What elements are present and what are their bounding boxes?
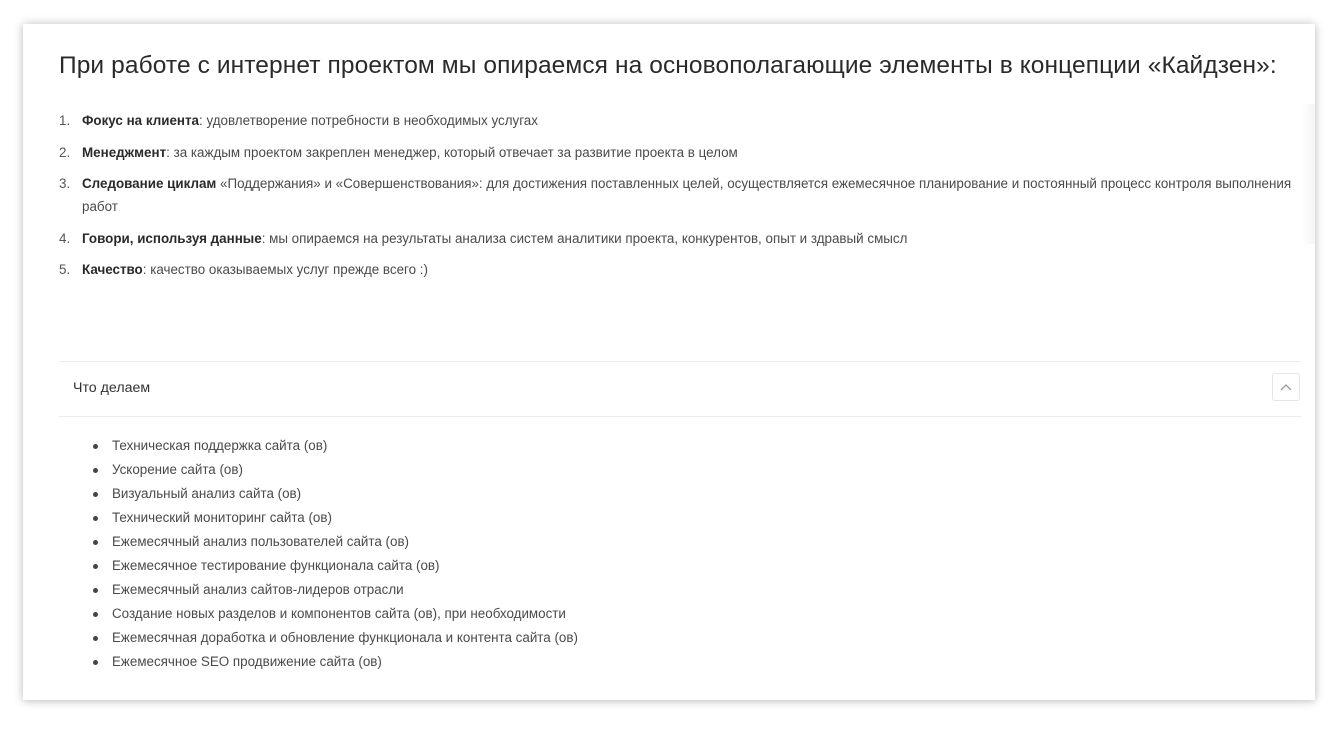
list-item: Технический мониторинг сайта (ов) <box>93 506 1301 530</box>
page-title: При работе с интернет проектом мы опираемся на основополагающие элементы в концепции «Кайдзен»: <box>59 52 1277 79</box>
list-item: Создание новых разделов и компонентов сайта (ов), при необходимости <box>93 602 1301 626</box>
scroll-shadow <box>1301 104 1315 244</box>
principle-text: : за каждым проектом закреплен менеджер, который отвечает за развитие проекта в целом <box>166 144 738 160</box>
accordion-header[interactable] <box>59 362 1301 417</box>
principles-list <box>59 109 1301 281</box>
principle-term: Следование циклам <box>82 176 217 191</box>
item-number: 4. <box>59 230 71 246</box>
list-item: Визуальный анализ сайта (ов) <box>93 482 1301 506</box>
principle-text: : удовлетворение потребности в необходимых услугах <box>199 113 538 128</box>
principle-term: Фокус на клиента <box>82 113 199 128</box>
item-number: 5. <box>59 262 71 277</box>
list-item: Техническая поддержка сайта (ов) <box>93 434 1301 458</box>
list-item: Ежемесячное тестирование функционала сайта (ов) <box>93 554 1301 578</box>
list-item: Ежемесячное SEO продвижение сайта (ов) <box>93 650 1301 674</box>
principle-text: «Поддержания» и «Совершенствования»: для достижения поставленных целей, осуществляется ежемесячное планирование и постоянный процесс контроля выполнения работ <box>82 176 1292 214</box>
principle-item <box>59 141 1301 164</box>
item-number: 1. <box>59 113 71 128</box>
principle-item <box>59 109 1301 132</box>
item-number: 3. <box>59 176 71 191</box>
list-item: Ежемесячный анализ пользователей сайта (ов) <box>93 530 1301 554</box>
principle-text: : качество оказываемых услуг прежде всего :) <box>142 262 428 277</box>
accordion-toggle-button[interactable] <box>1272 373 1300 401</box>
what-we-do-accordion <box>59 361 1301 700</box>
principle-term: Качество <box>82 262 143 277</box>
principle-term: Говори, используя данные <box>82 230 262 246</box>
services-list <box>59 417 1301 674</box>
principle-item <box>59 258 1301 281</box>
item-number: 2. <box>59 144 71 160</box>
list-item: Ежемесячный анализ сайтов-лидеров отрасли <box>93 578 1301 602</box>
list-item: Ежемесячная доработка и обновление функционала и контента сайта (ов) <box>93 626 1301 650</box>
list-item: Ускорение сайта (ов) <box>93 458 1301 482</box>
principle-text: : мы опираемся на результаты анализа систем аналитики проекта, конкурентов, опыт и здравый смысл <box>261 230 908 246</box>
kaizen-section <box>59 50 1301 290</box>
principle-term: Менеджмент <box>82 144 167 160</box>
principle-item <box>59 172 1301 218</box>
accordion-title: Что делаем <box>73 380 151 396</box>
chevron-up-icon <box>1280 383 1292 391</box>
content-card <box>23 24 1315 700</box>
principle-item <box>59 227 1301 250</box>
